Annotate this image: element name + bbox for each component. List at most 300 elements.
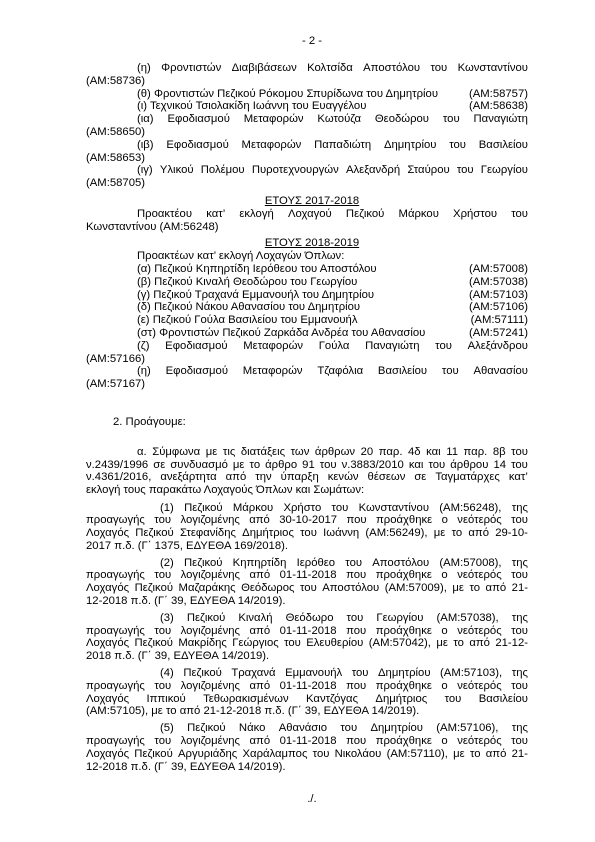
word: με (436, 637, 448, 650)
word: Γεωργίου (480, 164, 528, 177)
word: προαγωγής (86, 679, 145, 692)
word: του (284, 637, 301, 650)
word: την (255, 471, 272, 484)
year-2017-2018-line-1 (86, 208, 528, 221)
continuation-mark: ./. (307, 793, 317, 806)
word: από (249, 735, 271, 748)
word: λογιζομένης (180, 679, 241, 692)
word: Κωνσταντίνου (457, 62, 528, 74)
word: (ια) (137, 113, 154, 126)
year-heading-2018-2019 (86, 237, 528, 250)
subparagraph-1-line-4: 2017 π.δ. (Γ΄ 1375, ΕΔΥΕΘΑ 169/2018). (86, 539, 289, 552)
subparagraph-3-line-1 (86, 612, 528, 625)
word: Βασιλείου (478, 138, 528, 151)
word: Λοχαγός (86, 692, 130, 705)
word: του (299, 582, 317, 595)
item-gamma-am: (ΑΜ:57103) (468, 288, 528, 301)
prev-item-theta-text: (θ) Φροντιστών Πεζικού Ρόκομου Σπυρίδωνα του Δημητρίου (137, 87, 439, 100)
word: Κιναλή (238, 611, 273, 624)
word: Ιππικού (146, 692, 186, 705)
prev-item-ig-am: (ΑΜ:58705) (86, 177, 146, 190)
item-delta-text: (δ) Πεζικού Νάκου Αθανασίου του Δημητρίου (137, 301, 361, 314)
word: του (511, 569, 528, 582)
word: Εφοδιασμού (165, 365, 229, 378)
word: Λοχαγός (86, 637, 130, 650)
word: Μαζαράκης (178, 582, 236, 595)
word: Αλεξανδρή (345, 164, 401, 177)
word: της (511, 556, 528, 569)
word: παρ. (378, 445, 403, 458)
word: Δημήτριος (375, 692, 428, 705)
word: νεότερός (457, 569, 502, 582)
word: άρθρων (314, 445, 356, 458)
word: Εφοδιασμού (167, 113, 230, 126)
word: ο (441, 624, 448, 637)
word: το (453, 637, 464, 650)
word: του (511, 624, 528, 637)
word: Πυροτεχνουργών (251, 164, 339, 177)
word: 01-11-2018 (279, 679, 337, 692)
subparagraph-4-line-1 (86, 667, 528, 680)
word: Γούλα (318, 339, 350, 352)
word: από (249, 679, 271, 692)
word: Αλεξάνδρου (467, 339, 528, 352)
word: (η) (137, 365, 151, 378)
subparagraph-4 (86, 667, 528, 718)
word: λογιζομένης (180, 624, 241, 637)
word: (ιβ) (137, 138, 154, 151)
word: του (430, 62, 448, 74)
word: προάχθηκε (375, 569, 432, 582)
prev-item-eta-am: (ΑΜ:58736) (86, 74, 146, 87)
word: με (205, 445, 218, 458)
word: (3) (160, 611, 174, 624)
word: Αργυριάδης (177, 747, 238, 760)
word: Βασιλείου (478, 692, 528, 705)
word: 21-12- (495, 637, 528, 650)
subparagraph-5-line-4: 12-2018 π.δ. (Γ΄ 39, ΕΔΥΕΘΑ 14/2019). (86, 760, 286, 773)
document-body (86, 62, 528, 806)
word: Μακρίδης (178, 637, 227, 650)
word: Πεζικού (187, 722, 226, 735)
word: Κωνσταντίνου (358, 501, 429, 514)
word: Πολέμου (200, 164, 245, 177)
word: Τεθωρακισμένων (203, 692, 289, 705)
word: 21- (511, 582, 528, 595)
word: του (511, 458, 528, 471)
paragraph-a-line-4: εκλογή τους παρακάτω Λοχαγούς Όπλων και Σωμάτων: (86, 484, 365, 497)
paragraph-a-line-3 (86, 471, 528, 484)
word: 11 (446, 445, 458, 458)
word: 14 (493, 458, 507, 471)
word: Παναγιώτη (365, 339, 420, 352)
word: του (154, 624, 172, 637)
word: κατ’ (508, 471, 528, 484)
subparagraph-2-line-3 (86, 582, 528, 595)
word: του (331, 501, 349, 514)
word: Νάκο (238, 722, 266, 735)
word: προάχθηκε (375, 514, 433, 527)
word: Θεόδωρο (285, 611, 334, 624)
word: διατάξεις (240, 445, 286, 458)
word: Παπαδιώτη (314, 138, 372, 151)
word: Κωτούζα (317, 113, 361, 126)
word: Λοχαγός (86, 527, 130, 540)
word: (ΑΜ:57008), (439, 556, 502, 569)
word: (ζ) (137, 339, 150, 352)
word: σε (414, 471, 427, 484)
paragraph-a-line-1 (86, 446, 528, 459)
item-st-text: (στ) Φροντιστών Πεζικού Ζαρκάδα Ανδρέα του Αθανασίου (137, 326, 426, 339)
word: Αθανάσιο (278, 722, 328, 735)
word: που (346, 514, 367, 527)
word: Φροντιστών (161, 62, 222, 74)
item-beta-text: (β) Πεζικού Κιναλή Θεοδώρου του Γεωργίου (137, 275, 358, 288)
word: με (433, 527, 446, 540)
word: του (456, 164, 474, 177)
word: Νικολάου (334, 747, 382, 760)
word: προαγωγής (86, 735, 145, 748)
word: Πεζικού (345, 207, 385, 220)
word: του (428, 458, 446, 471)
word: νεότερός (457, 679, 502, 692)
word: Πεζικού (134, 747, 173, 760)
item-gamma (86, 289, 528, 302)
word: του (154, 569, 172, 582)
word: του (442, 113, 460, 126)
word: (ΑΜ:56249), (365, 527, 428, 540)
word: 4δ (408, 445, 421, 458)
word: Πεζικού (134, 582, 174, 595)
word: 91 (302, 458, 315, 471)
word: Δημήτριος (242, 527, 294, 540)
word: Λοχαγού (287, 207, 332, 220)
word: 01-11-2018 (279, 624, 337, 637)
word: Χρήστου (453, 207, 498, 220)
word: του (511, 514, 528, 527)
paragraph-a (86, 446, 528, 497)
item-st-am: (ΑΜ:57241) (468, 326, 528, 339)
word: Μάρκου (398, 207, 439, 220)
word: Κολτσίδα (307, 62, 353, 74)
word: του (435, 339, 452, 352)
subparagraph-5-line-2 (86, 735, 528, 748)
word: Ιωάννη (323, 527, 360, 540)
word: λογιζομένης (180, 514, 240, 527)
word: από (249, 569, 271, 582)
subparagraph-3-line-4: 2018 π.δ. (Γ΄ 39, ΕΔΥΕΘΑ 14/2019). (86, 650, 270, 663)
word: ο (441, 679, 448, 692)
word: συνδυασμό (170, 458, 228, 471)
item-alpha (86, 263, 528, 276)
item-gamma-text: (γ) Πεζικού Τραχανά Εμμανουήλ του Δημητρίου (137, 288, 375, 301)
word: Βασιλείου (377, 365, 428, 378)
word: το (451, 527, 463, 540)
year-heading-2018-2019-text: ΕΤΟΥΣ 2018-2019 (264, 237, 360, 250)
word: από (249, 514, 270, 527)
word: προαγωγής (86, 624, 145, 637)
word: λογιζομένης (180, 569, 241, 582)
word: κενών (327, 471, 359, 484)
prev-item-theta-am: (ΑΜ:58757) (468, 87, 528, 100)
word: Εφοδιασμού (166, 138, 229, 151)
word: (4) (160, 667, 174, 680)
word: Χρήστο (283, 501, 322, 514)
word: Τζαφόλια (317, 365, 364, 378)
word: σε (153, 458, 166, 471)
word: Στεφανίδης (179, 527, 236, 540)
prev-item-iota (86, 100, 528, 113)
word: (ΑΜ:57038), (436, 611, 499, 624)
subparagraph-2-line-1 (86, 557, 528, 570)
subparagraph-2-line-4: 12-2018 π.δ. (Γ΄ 39, ΕΔΥΕΘΑ 14/2019). (86, 595, 286, 608)
word: τις (222, 445, 236, 458)
subparagraph-5 (86, 722, 528, 773)
word: Προακτέου (137, 207, 193, 220)
word: προαγωγής (86, 514, 145, 527)
paragraph-a-line-2 (86, 459, 528, 472)
word: προαγωγής (86, 569, 145, 582)
word: (ΑΜ:56248), (439, 501, 502, 514)
word: Αποστόλου (372, 556, 430, 569)
item-delta (86, 301, 528, 314)
word: Καντζόγας (306, 692, 359, 705)
word: (ΑΜ:57042), (368, 637, 431, 650)
word: νεότερός (457, 624, 502, 637)
item-zeta-line (86, 340, 528, 353)
word: ύπαρξη (280, 471, 319, 484)
subparagraph-1-line-2 (86, 514, 528, 527)
subparagraph-4-line-2 (86, 680, 528, 693)
word: 01-11-2018 (279, 569, 337, 582)
word: 30-10-2017 (279, 514, 338, 527)
word: Πεζικού (184, 556, 223, 569)
word: Κηπηρτίδη (232, 556, 287, 569)
word: προάχθηκε (375, 735, 432, 748)
word: από (468, 527, 489, 540)
item-epsilon (86, 314, 528, 327)
word: Θεόδωρος (241, 582, 295, 595)
subparagraph-4-line-3 (86, 693, 528, 706)
word: Πεζικού (183, 667, 222, 680)
word: 29-10- (495, 527, 528, 540)
prev-item-ia-am: (ΑΜ:58650) (86, 125, 146, 138)
word: με (452, 582, 464, 595)
word: των (290, 445, 310, 458)
word: ο (441, 735, 448, 748)
word: του (154, 679, 172, 692)
year-heading-2017-2018 (86, 195, 528, 208)
word: Αθανασίου (473, 365, 528, 378)
word: της (511, 722, 528, 735)
subparagraph-1 (86, 502, 528, 553)
word: Δημητρίου (370, 722, 423, 735)
word: με (232, 458, 245, 471)
word: (η) (137, 62, 151, 74)
word: θέσεων (367, 471, 406, 484)
subparagraph-3-line-2 (86, 625, 528, 638)
word: του (449, 138, 466, 151)
year-heading-2017-2018-text: ΕΤΟΥΣ 2017-2018 (264, 194, 360, 207)
subparagraph-3-line-3 (86, 637, 528, 650)
word: της (511, 611, 528, 624)
word: του (346, 611, 364, 624)
word: 01-11-2018 (279, 735, 337, 748)
word: Ταγματάρχες (435, 471, 500, 484)
word: του (312, 747, 330, 760)
word: του (351, 667, 369, 680)
subparagraph-2-line-2 (86, 569, 528, 582)
word: νεότερός (457, 735, 502, 748)
word: του (154, 514, 172, 527)
word: Θεοδώρου (374, 113, 429, 126)
item-delta-am: (ΑΜ:57106) (468, 301, 528, 314)
word: από (485, 747, 507, 760)
word: το (249, 458, 261, 471)
word: Διαβιβάσεων (231, 62, 297, 74)
subparagraph-1-line-3 (86, 527, 528, 540)
word: Γεώργιος (232, 637, 279, 650)
word: το (469, 747, 481, 760)
prev-item-ig-line (86, 164, 528, 177)
word: (1) (160, 501, 174, 514)
word: Εφοδιασμού (165, 339, 228, 352)
prev-item-ib-line (86, 139, 528, 152)
word: ν.2439/1996 (86, 458, 149, 471)
word: του (345, 556, 363, 569)
word: παρ. (463, 445, 488, 458)
word: Παναγιώτη (473, 113, 528, 126)
word: Λοχαγός (86, 582, 130, 595)
word: 20 (360, 445, 374, 458)
prev-item-theta (86, 88, 528, 101)
word: (2) (160, 556, 174, 569)
word: κατ’ (206, 207, 226, 220)
prev-item-eta-line (86, 62, 528, 75)
word: (ΑΜ:57103), (440, 667, 503, 680)
item-eta-line (86, 365, 528, 378)
word: προάχθηκε (375, 624, 432, 637)
subparagraph-4-line-4: (ΑΜ:57105), με το από 21-12-2018 π.δ. (Γ΄ 39, ΕΔΥΕΘΑ 14/2019). (86, 705, 420, 718)
word: νεότερός (457, 514, 502, 527)
subparagraph-5-line-1 (86, 722, 528, 735)
subparagraph-1-line-1 (86, 502, 528, 515)
word: ο (441, 569, 448, 582)
word: Σύμφωνα (152, 445, 201, 458)
word: άρθρο (265, 458, 298, 471)
word: Υλικού (159, 164, 194, 177)
word: και (408, 458, 424, 471)
item-alpha-text: (α) Πεζικού Κηπηρτίδη Ιερόθεου του Αποστόλου (137, 262, 377, 275)
prev-item-iota-text: (ι) Τεχνικού Τσιολακίδη Ιωάννη του Ευαγγέλου (137, 100, 367, 113)
word: Χαράλαμπος (242, 747, 308, 760)
word: Λοχαγός (86, 747, 130, 760)
item-zeta-am: (ΑΜ:57166) (86, 352, 146, 365)
word: του (511, 207, 528, 220)
subparagraph-5-line-3 (86, 748, 528, 761)
word: άρθρου (450, 458, 489, 471)
word: (ΑΜ:57110), (386, 747, 448, 760)
word: και (426, 445, 441, 458)
previous-list (86, 62, 528, 190)
word: ο (441, 514, 448, 527)
item-beta-am: (ΑΜ:57038) (468, 275, 528, 288)
word: που (346, 569, 367, 582)
word: Εμμανουήλ (285, 667, 343, 680)
word: (ιγ) (137, 164, 153, 177)
word: Πεζικού (135, 527, 174, 540)
word: Πεζικού (134, 637, 173, 650)
word: από (225, 471, 247, 484)
word: του (300, 527, 317, 540)
word: Σταύρου (407, 164, 450, 177)
word: 8β (492, 445, 506, 458)
word: ν.3883/2010 (341, 458, 404, 471)
subparagraph-3 (86, 612, 528, 663)
item-epsilon-am: (ΑΜ:57111) (470, 314, 528, 327)
word: προάχθηκε (375, 679, 432, 692)
word: του (444, 692, 462, 705)
prev-item-ia-line (86, 113, 528, 126)
word: του (441, 365, 459, 378)
prev-item-ib-am: (ΑΜ:58653) (86, 151, 146, 164)
page-number: - 2 - (301, 35, 323, 47)
word: της (511, 667, 528, 680)
word: Μάρκου (232, 501, 274, 514)
word: Ιερόθεο (296, 556, 336, 569)
word: που (346, 679, 367, 692)
word: του (154, 735, 172, 748)
item-alpha-am: (ΑΜ:57008) (468, 262, 528, 275)
word: ανεξάρτητα (160, 471, 217, 484)
word: Δημητρίου (383, 138, 437, 151)
word: Μεταφορών (243, 113, 304, 126)
item-st (86, 327, 528, 340)
word: Γεωργίου (376, 611, 424, 624)
word: από (485, 582, 507, 595)
word: (5) (160, 722, 174, 735)
word: από (469, 637, 490, 650)
word: από (249, 624, 271, 637)
word: α. (137, 445, 147, 458)
word: του (319, 458, 337, 471)
word: του (511, 445, 528, 458)
word: ν.4361/2016, (86, 471, 152, 484)
section-2-heading: 2. Προάγουμε: (113, 415, 186, 428)
word: Πεζικού (184, 501, 223, 514)
item-epsilon-text: (ε) Πεζικού Γούλα Βασιλείου του Εμμανουήλ (137, 314, 358, 327)
year-2018-2019-intro: Προακτέων κατ’ εκλογή Λοχαγών Όπλων: (137, 250, 345, 263)
word: του (511, 679, 528, 692)
word: το (469, 582, 481, 595)
word: Μεταφορών (243, 339, 304, 352)
prev-item-iota-am: (ΑΜ:58638) (468, 100, 528, 113)
word: Μεταφορών (241, 138, 302, 151)
item-beta (86, 276, 528, 289)
word: Αποστόλου (322, 582, 380, 595)
word: (ΑΜ:57106), (436, 722, 499, 735)
word: εκλογή (239, 207, 274, 220)
word: 21- (511, 747, 528, 760)
word: που (346, 735, 367, 748)
word: της (511, 501, 528, 514)
word: με (453, 747, 465, 760)
word: που (346, 624, 367, 637)
item-eta-am: (ΑΜ:57167) (86, 378, 146, 391)
word: (ΑΜ:57009), (384, 582, 447, 595)
word: Μεταφορών (242, 365, 303, 378)
word: Πεζικού (186, 611, 226, 624)
